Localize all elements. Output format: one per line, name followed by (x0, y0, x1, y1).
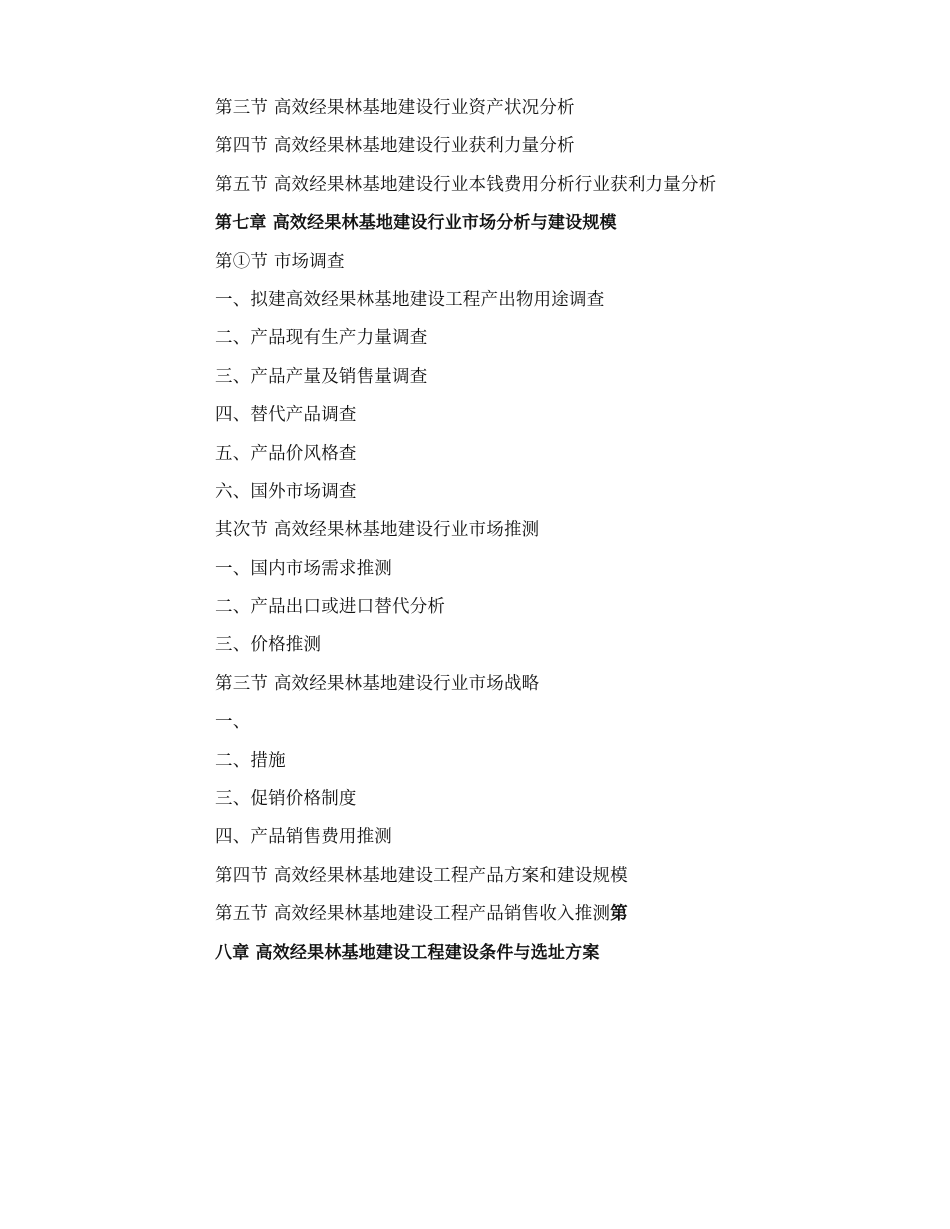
toc-item-price-survey: 五、产品价风格查 (215, 443, 357, 464)
toc-item-sales-cost-forecast: 四、产品销售费用推测 (215, 827, 392, 848)
toc-section-5-sales-revenue-text: 第五节 高效经果林基地建设工程产品销售收入推测 (215, 904, 611, 925)
toc-section-5-sales-revenue (215, 900, 775, 938)
toc-item-foreign-market-survey: 六、国外市场调查 (215, 481, 357, 502)
toc-item-promotion-pricing: 三、促销价格制度 (215, 789, 357, 810)
toc-section-4-product-plan: 第四节 高效经果林基地建设工程产品方案和建设规模 (215, 865, 628, 886)
toc-section-1-market-survey: 第①节 市场调查 (215, 251, 345, 272)
table-of-contents (215, 94, 775, 977)
toc-item-usage-survey: 一、拟建高效经果林基地建设工程产出物用途调查 (215, 289, 605, 310)
toc-section-5-cost: 第五节 高效经果林基地建设行业本钱费用分析行业获利力量分析 (215, 174, 717, 195)
toc-section-3-assets: 第三节 高效经果林基地建设行业资产状况分析 (215, 98, 575, 118)
toc-section-4-profit: 第四节 高效经果林基地建设行业获利力量分析 (215, 136, 575, 157)
toc-chapter-8-prefix: 第 (610, 904, 628, 925)
toc-item-price-forecast: 三、价格推测 (215, 635, 322, 656)
toc-item-output-sales-survey: 三、产品产量及销售量调查 (215, 366, 428, 387)
toc-chapter-8-heading: 八章 高效经果林基地建设工程建设条件与选址方案 (215, 942, 600, 963)
toc-item-export-import: 二、产品出口或进口替代分析 (215, 597, 446, 618)
toc-item-measures: 二、措施 (215, 750, 286, 771)
toc-item-substitute-survey: 四、替代产品调查 (215, 405, 357, 426)
toc-item-domestic-demand: 一、国内市场需求推测 (215, 558, 392, 579)
toc-section-3-market-strategy: 第三节 高效经果林基地建设行业市场战略 (215, 673, 540, 694)
toc-item-capacity-survey: 二、产品现有生产力量调查 (215, 328, 428, 349)
toc-item-blank: 一、 (215, 712, 251, 733)
toc-chapter-7-heading: 第七章 高效经果林基地建设行业市场分析与建设规模 (215, 213, 617, 234)
toc-section-2-market-forecast: 其次节 高效经果林基地建设行业市场推测 (215, 520, 540, 541)
